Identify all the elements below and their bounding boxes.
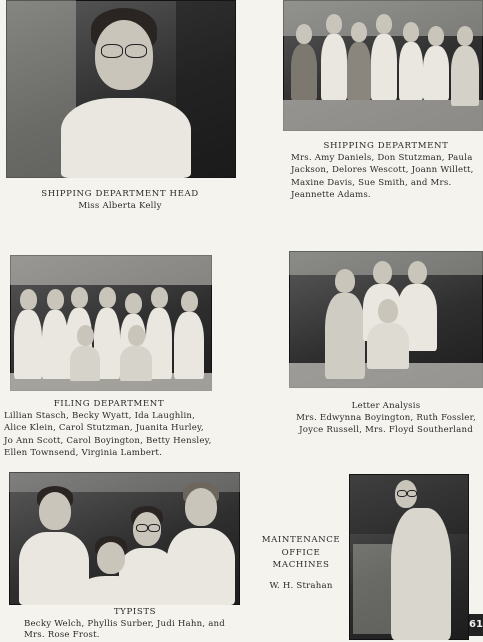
caption-names: Mrs. Amy Daniels, Don Stutzman, Paula Jackson, Delores Wescott, Joann Willett, Maxine Davis, Sue Smith, and Mrs. Jeannette Adams. [291,153,474,200]
caption-title: Letter Analysis [351,401,421,411]
caption-names: Lillian Stasch, Becky Wyatt, Ida Laughlin, Alice Klein, Carol Stutzman, Juanita Hurley, Jo Ann Scott, Carol Boyington, Betty Hensley, Ellen Townsend, Virginia Lambert. [4,411,212,458]
caption-title: SHIPPING DEPARTMENT HEAD [41,189,199,199]
caption-shipping-department [291,140,481,201]
caption-title-line3: MACHINES [272,560,330,570]
photo-maintenance [349,474,469,640]
photo-letter-analysis [289,251,483,388]
caption-names: Miss Alberta Kelly [78,201,162,212]
caption-title-line2: OFFICE [281,547,321,558]
caption-names: W. H. Strahan [269,580,333,591]
caption-letter-analysis [290,400,482,437]
caption-title: SHIPPING DEPARTMENT [323,141,449,151]
caption-maintenance [256,534,346,592]
photo-typists [9,472,240,605]
caption-filing-department [4,398,214,459]
photo-filing-department [10,255,212,391]
caption-names: Mrs. Edwynna Boyington, Ruth Fossler, Joyce Russell, Mrs. Floyd Southerland [296,413,476,436]
caption-names: Becky Welch, Phyllis Surber, Judi Hahn, and Mrs. Rose Frost. [24,618,225,640]
caption-shipping-department-head [20,188,220,212]
page-number: 61 [469,614,483,636]
photo-shipping-department [283,0,483,131]
caption-typists [24,607,246,642]
photo-shipping-department-head [6,0,236,178]
caption-title: FILING DEPARTMENT [53,399,165,409]
caption-title: TYPISTS [113,607,157,617]
caption-title-line1: MAINTENANCE [261,535,341,545]
